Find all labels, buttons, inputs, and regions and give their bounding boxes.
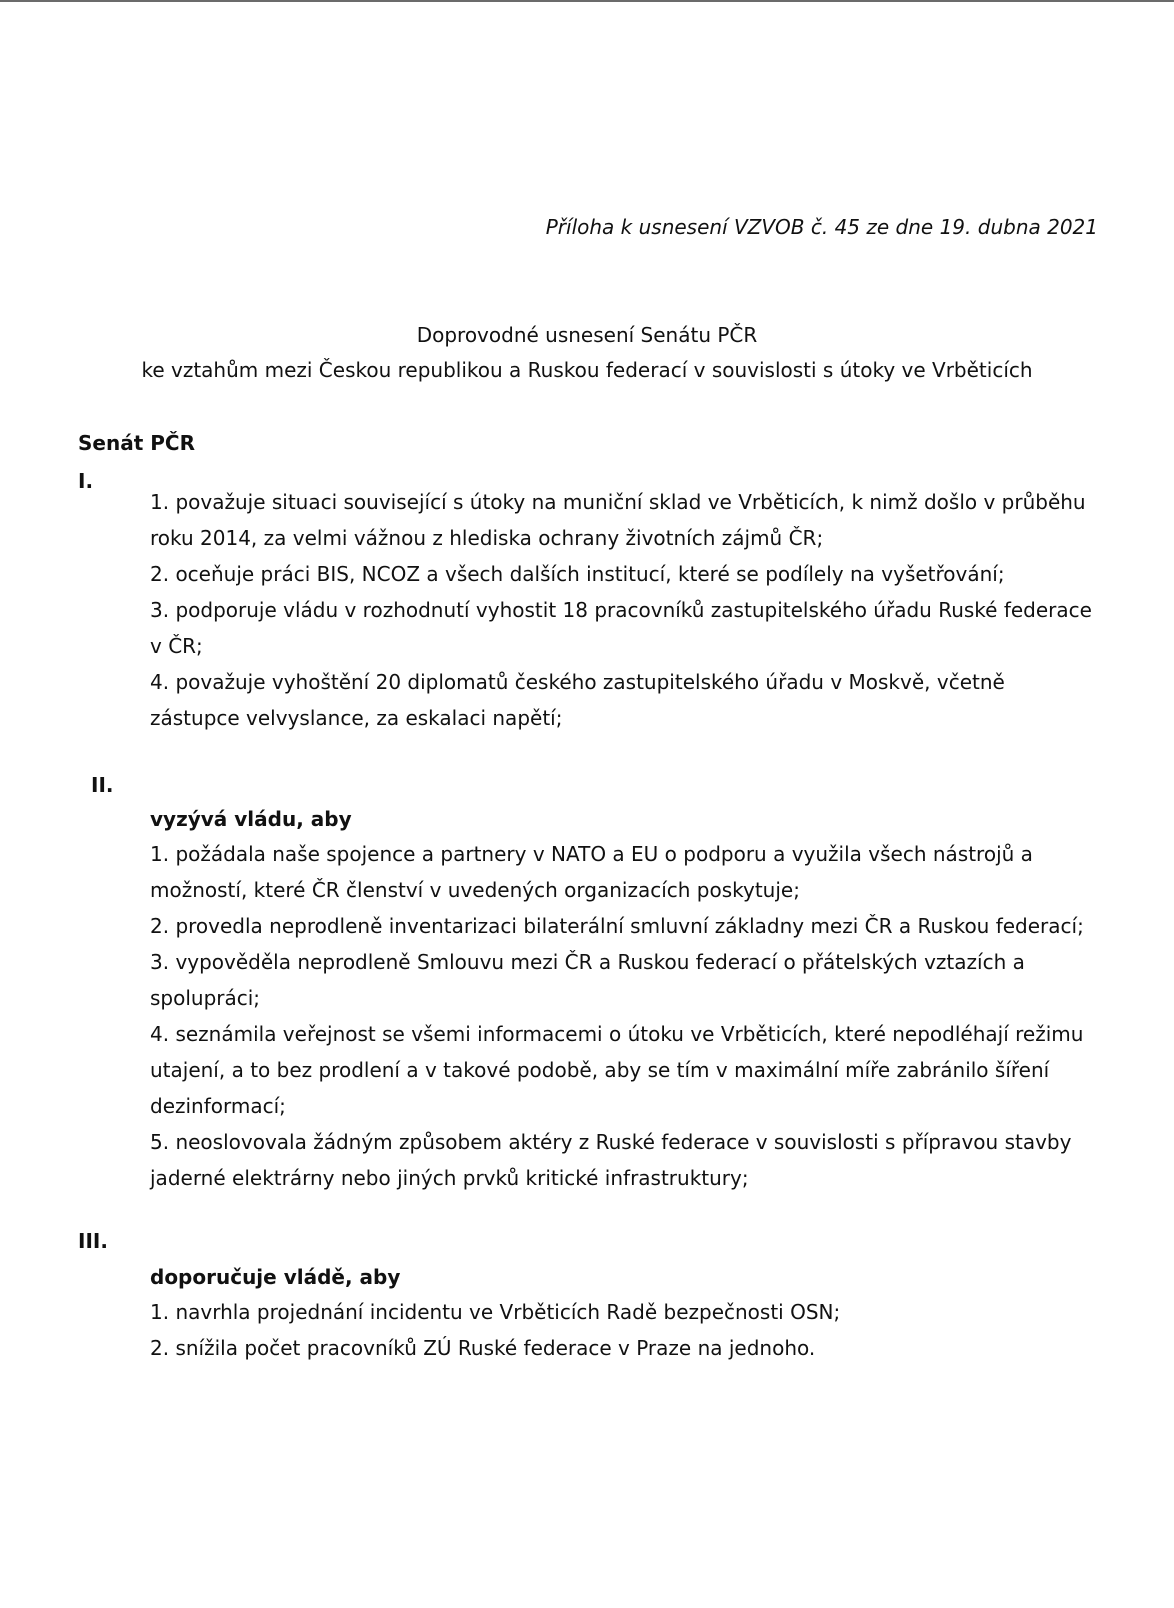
resolution-subject: Senát PČR	[78, 431, 195, 455]
section-2-item-4: 4. seznámila veřejnost se všemi informacemi o útoku ve Vrběticích, které nepodléhají režimu utajení, a to bez prodlení a v takové podobě, aby se tím v maximální míře zabránilo šíření dezinformací;	[150, 1022, 1084, 1118]
title-line-1: Doprovodné usnesení Senátu PČR	[416, 323, 758, 347]
section-1-items	[150, 484, 1100, 736]
title-line-2: ke vztahům mezi Českou republikou a Ruskou federací v souvislosti s útoky ve Vrběticích	[141, 358, 1033, 382]
section-2-numeral: II.	[91, 773, 114, 797]
section-2-item-2: 2. provedla neprodleně inventarizaci bilaterální smluvní základny mezi ČR a Ruskou federací;	[150, 914, 1084, 938]
section-2-item-5: 5. neoslovovala žádným způsobem aktéry z Ruské federace v souvislosti s přípravou stavby jaderné elektrárny nebo jiných prvků kritické infrastruktury;	[150, 1130, 1072, 1190]
section-1-numeral: I.	[78, 469, 94, 493]
section-3-items	[150, 1294, 1100, 1366]
section-3-intro: doporučuje vládě, aby	[150, 1265, 401, 1289]
section-2-item-3: 3. vypověděla neprodleně Smlouvu mezi ČR a Ruskou federací o přátelských vztazích a spolupráci;	[150, 950, 1025, 1010]
section-3-item-1: 1. navrhla projednání incidentu ve Vrběticích Radě bezpečnosti OSN;	[150, 1300, 841, 1324]
section-1-item-4: 4. považuje vyhoštění 20 diplomatů českého zastupitelského úřadu v Moskvě, včetně zástupce velvyslance, za eskalaci napětí;	[150, 670, 1005, 730]
section-2-item-1: 1. požádala naše spojence a partnery v NATO a EU o podporu a využila všech nástrojů a možností, které ČR členství v uvedených organizacích poskytuje;	[150, 842, 1033, 902]
section-1-item-3: 3. podporuje vládu v rozhodnutí vyhostit 18 pracovníků zastupitelského úřadu Ruské federace v ČR;	[150, 598, 1092, 658]
section-2-intro: vyzývá vládu, aby	[150, 807, 352, 831]
document-title	[0, 318, 1174, 388]
section-3-item-2: 2. snížila počet pracovníků ZÚ Ruské federace v Praze na jednoho.	[150, 1336, 816, 1360]
section-1-item-2: 2. oceňuje práci BIS, NCOZ a všech dalších institucí, které se podílely na vyšetřování;	[150, 562, 1005, 586]
section-2-items	[150, 836, 1100, 1196]
section-3-numeral: III.	[78, 1229, 108, 1253]
annex-reference: Příloha k usnesení VZVOB č. 45 ze dne 19. dubna 2021	[545, 215, 1098, 239]
section-1-item-1: 1. považuje situaci související s útoky na muniční sklad ve Vrběticích, k nimž došlo v průběhu roku 2014, za velmi vážnou z hlediska ochrany životních zájmů ČR;	[150, 490, 1086, 550]
